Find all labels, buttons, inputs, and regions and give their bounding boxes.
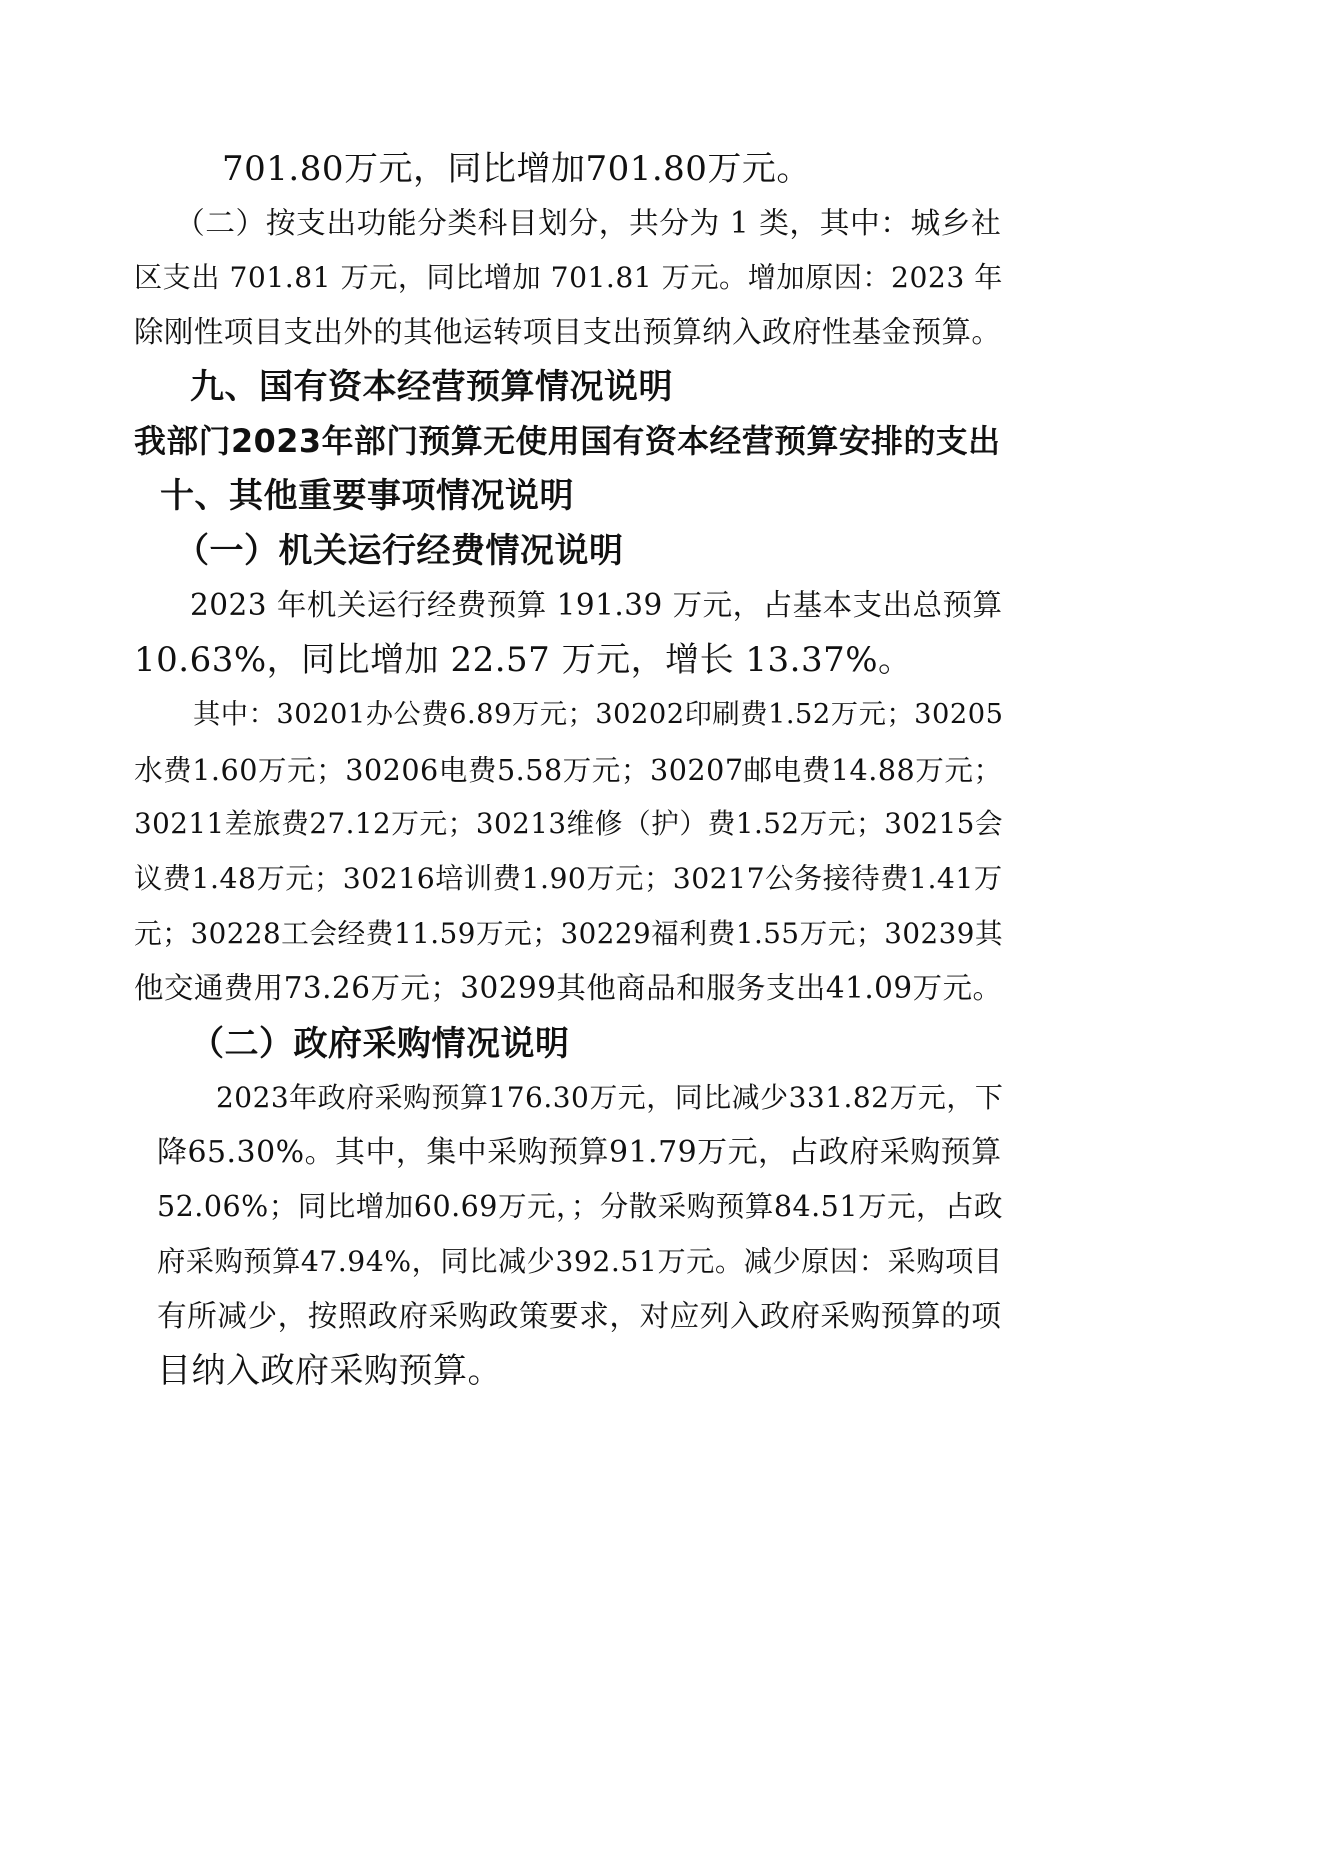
- paragraph-line: 他交通费用73.26万元；30299其他商品和服务支出41.09万元。: [134, 971, 1003, 1005]
- paragraph-line: 701.80万元，同比增加701.80万元。: [222, 149, 811, 189]
- paragraph-line: 除刚性项目支出外的其他运转项目支出预算纳入政府性基金预算。: [134, 315, 1002, 349]
- paragraph-line: 降65.30%。其中，集中采购预算91.79万元，占政府采购预算: [157, 1135, 1002, 1170]
- section-statement: 我部门2023年部门预算无使用国有资本经营预算安排的支出: [134, 422, 1001, 460]
- paragraph-line: 区支出 701.81 万元，同比增加 701.81 万元。增加原因：2023 年: [134, 261, 1003, 294]
- paragraph-line: 2023 年机关运行经费预算 191.39 万元，占基本支出总预算: [190, 588, 1003, 622]
- paragraph-line: 元；30228工会经费11.59万元；30229福利费1.55万元；30239其: [134, 917, 1004, 950]
- section-heading-10: 十、其他重要事项情况说明: [160, 476, 574, 516]
- paragraph-line: 府采购预算47.94%，同比减少392.51万元。减少原因：采购项目: [157, 1245, 1003, 1278]
- paragraph-line: 52.06%；同比增加60.69万元，；分散采购预算84.51万元，占政: [157, 1190, 1004, 1223]
- paragraph-line: 30211差旅费27.12万元；30213维修（护）费1.52万元；30215会: [134, 807, 1004, 840]
- subsection-heading-1: （一）机关运行经费情况说明: [175, 531, 624, 571]
- section-heading-9: 九、国有资本经营预算情况说明: [190, 367, 673, 407]
- paragraph-line: 水费1.60万元；30206电费5.58万元；30207邮电费14.88万元；: [134, 753, 1003, 787]
- paragraph-line: 议费1.48万元；30216培训费1.90万元；30217公务接待费1.41万: [134, 862, 1003, 895]
- subsection-heading-2: （二）政府采购情况说明: [190, 1024, 570, 1064]
- paragraph-line: （二）按支出功能分类科目划分，共分为 1 类，其中：城乡社: [175, 206, 1002, 241]
- paragraph-line: 2023年政府采购预算176.30万元，同比减少331.82万元，下: [216, 1081, 1004, 1114]
- paragraph-line: 有所减少，按照政府采购政策要求，对应列入政府采购预算的项: [157, 1298, 1002, 1333]
- paragraph-line: 10.63%，同比增加 22.57 万元，增长 13.37%。: [134, 640, 913, 680]
- paragraph-line: 目纳入政府采购预算。: [157, 1351, 502, 1391]
- paragraph-line: 其中：30201办公费6.89万元；30202印刷费1.52万元；30205: [193, 699, 1004, 730]
